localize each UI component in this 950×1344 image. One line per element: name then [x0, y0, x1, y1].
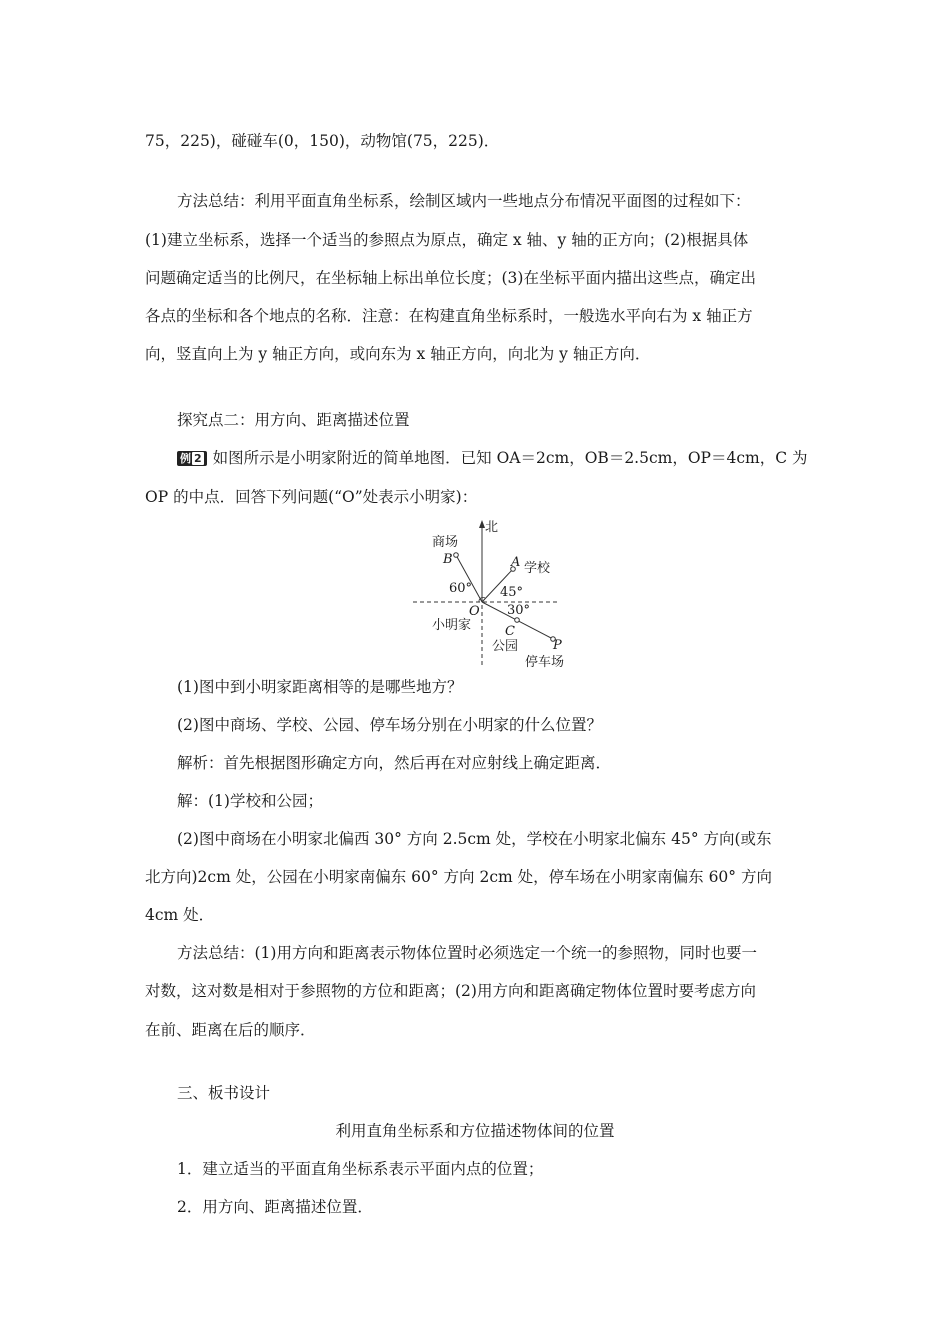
- solution-line: 4cm 处．: [145, 906, 215, 924]
- board-item: 2．用方向、距离描述位置．: [177, 1198, 373, 1216]
- point-P-label: P: [553, 638, 562, 653]
- solution-line: 北方向)2cm 处，公园在小明家南偏东 60° 方向 2cm 处，停车场在小明家南偏东 60° 方向: [145, 868, 772, 886]
- section-heading: 三、板书设计: [177, 1084, 271, 1102]
- method-summary-line: 各点的坐标和各个地点的名称．注意：在构建直角坐标系时，一般选水平向右为 x 轴正方: [145, 307, 753, 325]
- solution-line: 解：(1)学校和公园；: [177, 792, 323, 810]
- section-heading: 探究点二：用方向、距离描述位置: [177, 411, 410, 429]
- point-C: [515, 618, 520, 623]
- point-O-label: O: [469, 604, 480, 619]
- point-C-label: C: [505, 624, 515, 639]
- school-label: 学校: [524, 561, 551, 576]
- direction-map-diagram: [405, 517, 580, 672]
- continued-text: 75，225)，碰碰车(0，150)，动物馆(75，225)．: [145, 132, 500, 150]
- park-label: 公园: [492, 639, 519, 654]
- method-summary-line: (1)建立坐标系，选择一个适当的参照点为原点，确定 x 轴、y 轴的正方向；(2)根据具体: [145, 231, 749, 249]
- solution-line: (2)图中商场在小明家北偏西 30° 方向 2.5cm 处，学校在小明家北偏东 45° 方向(或东: [177, 830, 772, 848]
- example-badge: 例 2: [177, 451, 207, 466]
- method-summary-line: 方法总结：(1)用方向和距离表示物体位置时必须选定一个统一的参照物，同时也要一: [177, 944, 757, 962]
- parking-label: 停车场: [525, 655, 565, 670]
- angle-60-label: 60°: [449, 581, 473, 596]
- point-B-label: B: [443, 552, 453, 567]
- method-summary-line: 方法总结：利用平面直角坐标系，绘制区域内一些地点分布情况平面图的过程如下：: [177, 192, 751, 210]
- method-summary-line: 问题确定适当的比例尺，在坐标轴上标出单位长度；(3)在坐标平面内描出这些点，确定出: [145, 269, 756, 287]
- method-summary-line: 对数，这对数是相对于参照物的方位和距离；(2)用方向和距离确定物体位置时要考虑方向: [145, 982, 756, 1000]
- board-item: 1．建立适当的平面直角坐标系表示平面内点的位置；: [177, 1160, 544, 1178]
- north-label: 北: [485, 520, 499, 535]
- example-line: 例 2 如图所示是小明家附近的简单地图．已知 OA＝2cm，OB＝2.5cm，OP＝4cm，C 为: [177, 448, 810, 468]
- angle-45-label: 45°: [500, 585, 524, 600]
- example-line: OP 的中点．回答下列问题(“O”处表示小明家)：: [145, 488, 478, 506]
- question-line: (2)图中商场、学校、公园、停车场分别在小明家的什么位置？: [177, 716, 602, 734]
- point-A-label: A: [511, 555, 521, 570]
- mall-label: 商场: [432, 535, 459, 550]
- board-title: 利用直角坐标系和方位描述物体间的位置: [335, 1122, 615, 1140]
- method-summary-line: 在前、距离在后的顺序．: [145, 1021, 316, 1039]
- angle-30-label: 30°: [507, 603, 531, 618]
- analysis-line: 解析：首先根据图形确定方向，然后再在对应射线上确定距离．: [177, 754, 612, 772]
- point-B: [454, 553, 459, 558]
- home-label: 小明家: [432, 618, 472, 633]
- question-line: (1)图中到小明家距离相等的是哪些地方？: [177, 678, 463, 696]
- method-summary-line: 向，竖直向上为 y 轴正方向，或向东为 x 轴正方向，向北为 y 轴正方向．: [145, 345, 651, 363]
